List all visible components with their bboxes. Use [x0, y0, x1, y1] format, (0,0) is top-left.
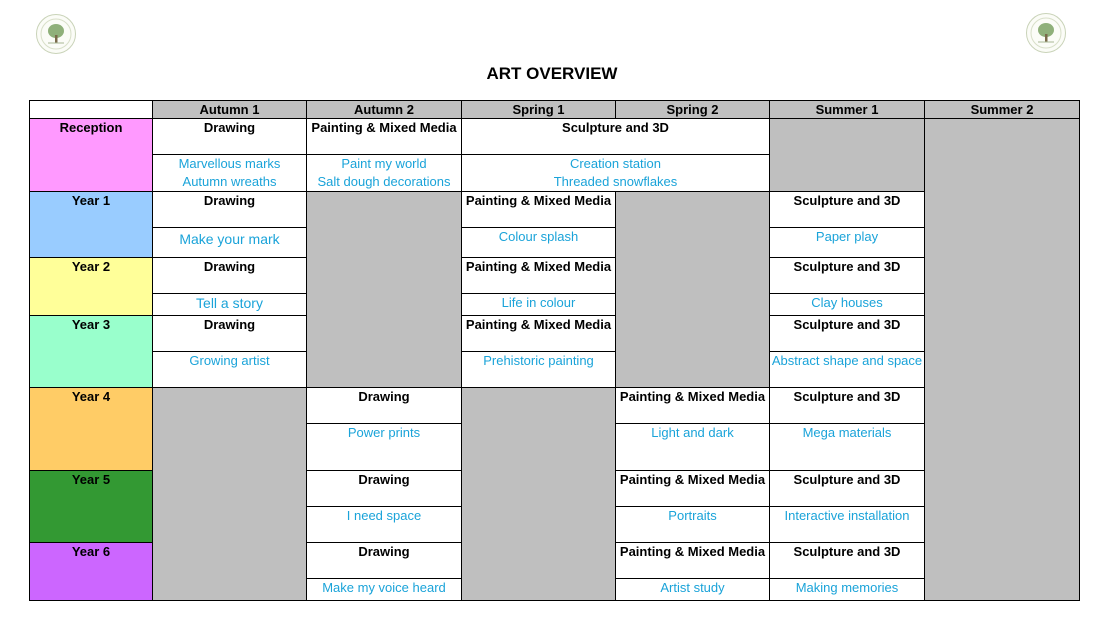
unit-cell: Sculpture and 3D [770, 192, 925, 228]
unit-cell: Sculpture and 3D [462, 119, 770, 155]
unit-cell: Sculpture and 3D [770, 471, 925, 507]
year-label: Year 3 [30, 316, 153, 388]
table-row [30, 192, 1080, 228]
tree-icon [1027, 14, 1065, 52]
empty-cell [462, 388, 616, 601]
unit-cell: Painting & Mixed Media [307, 119, 462, 155]
year-label: Year 1 [30, 192, 153, 258]
project-cell: Interactive installation [770, 507, 925, 543]
table-row [30, 258, 1080, 294]
unit-cell: Painting & Mixed Media [616, 388, 770, 424]
unit-cell: Sculpture and 3D [770, 258, 925, 294]
project-text: Paint my world [341, 156, 427, 171]
table-row [30, 119, 1080, 155]
project-cell: Colour splash [462, 228, 616, 258]
empty-cell [925, 119, 1080, 601]
project-cell: Clay houses [770, 294, 925, 316]
empty-cell [153, 388, 307, 601]
project-cell: Artist study [616, 579, 770, 601]
term-header: Spring 1 [462, 101, 616, 119]
year-label: Year 2 [30, 258, 153, 316]
project-text: Autumn wreaths [182, 174, 277, 189]
unit-cell: Drawing [307, 388, 462, 424]
unit-cell: Drawing [307, 543, 462, 579]
table-row [30, 388, 1080, 424]
unit-cell: Drawing [153, 258, 307, 294]
project-cell: Light and dark [616, 424, 770, 471]
project-cell: Portraits [616, 507, 770, 543]
table-row [30, 228, 1080, 258]
project-cell: Abstract shape and space [770, 352, 925, 388]
term-header: Spring 2 [616, 101, 770, 119]
project-cell [462, 155, 770, 192]
year-label: Year 4 [30, 388, 153, 471]
header-row [30, 101, 1080, 119]
project-cell: I need space [307, 507, 462, 543]
term-header: Summer 1 [770, 101, 925, 119]
corner-cell [30, 101, 153, 119]
unit-cell: Painting & Mixed Media [616, 543, 770, 579]
project-cell: Make your mark [153, 228, 307, 258]
unit-cell: Drawing [307, 471, 462, 507]
project-cell: Power prints [307, 424, 462, 471]
project-text: Threaded snowflakes [553, 174, 678, 189]
table-row [30, 352, 1080, 388]
project-cell [307, 155, 462, 192]
tree-icon [37, 15, 75, 53]
unit-cell: Sculpture and 3D [770, 316, 925, 352]
empty-cell [770, 119, 925, 192]
table-row [30, 316, 1080, 352]
table-row [30, 294, 1080, 316]
project-cell: Tell a story [153, 294, 307, 316]
page-title: ART OVERVIEW [486, 64, 618, 83]
project-cell: Growing artist [153, 352, 307, 388]
year-label: Reception [30, 119, 153, 192]
art-overview-table [29, 100, 1080, 601]
project-text: Salt dough decorations [317, 174, 451, 189]
year-label: Year 5 [30, 471, 153, 543]
term-header: Autumn 1 [153, 101, 307, 119]
term-header: Summer 2 [925, 101, 1080, 119]
year-label: Year 6 [30, 543, 153, 601]
project-cell: Life in colour [462, 294, 616, 316]
unit-cell: Painting & Mixed Media [462, 316, 616, 352]
unit-cell: Painting & Mixed Media [462, 258, 616, 294]
project-cell [153, 155, 307, 192]
term-header: Autumn 2 [307, 101, 462, 119]
school-logo [36, 14, 76, 54]
unit-cell: Painting & Mixed Media [616, 471, 770, 507]
unit-cell: Painting & Mixed Media [462, 192, 616, 228]
unit-cell: Sculpture and 3D [770, 388, 925, 424]
unit-cell: Drawing [153, 192, 307, 228]
empty-cell [616, 192, 770, 388]
project-cell: Mega materials [770, 424, 925, 471]
unit-cell: Sculpture and 3D [770, 543, 925, 579]
project-text: Creation station [569, 156, 662, 171]
project-cell: Make my voice heard [307, 579, 462, 601]
unit-cell: Drawing [153, 119, 307, 155]
project-text: Marvellous marks [178, 156, 281, 171]
project-cell: Prehistoric painting [462, 352, 616, 388]
project-cell: Paper play [770, 228, 925, 258]
empty-cell [307, 192, 462, 388]
school-logo [1026, 13, 1066, 53]
unit-cell: Drawing [153, 316, 307, 352]
project-cell: Making memories [770, 579, 925, 601]
